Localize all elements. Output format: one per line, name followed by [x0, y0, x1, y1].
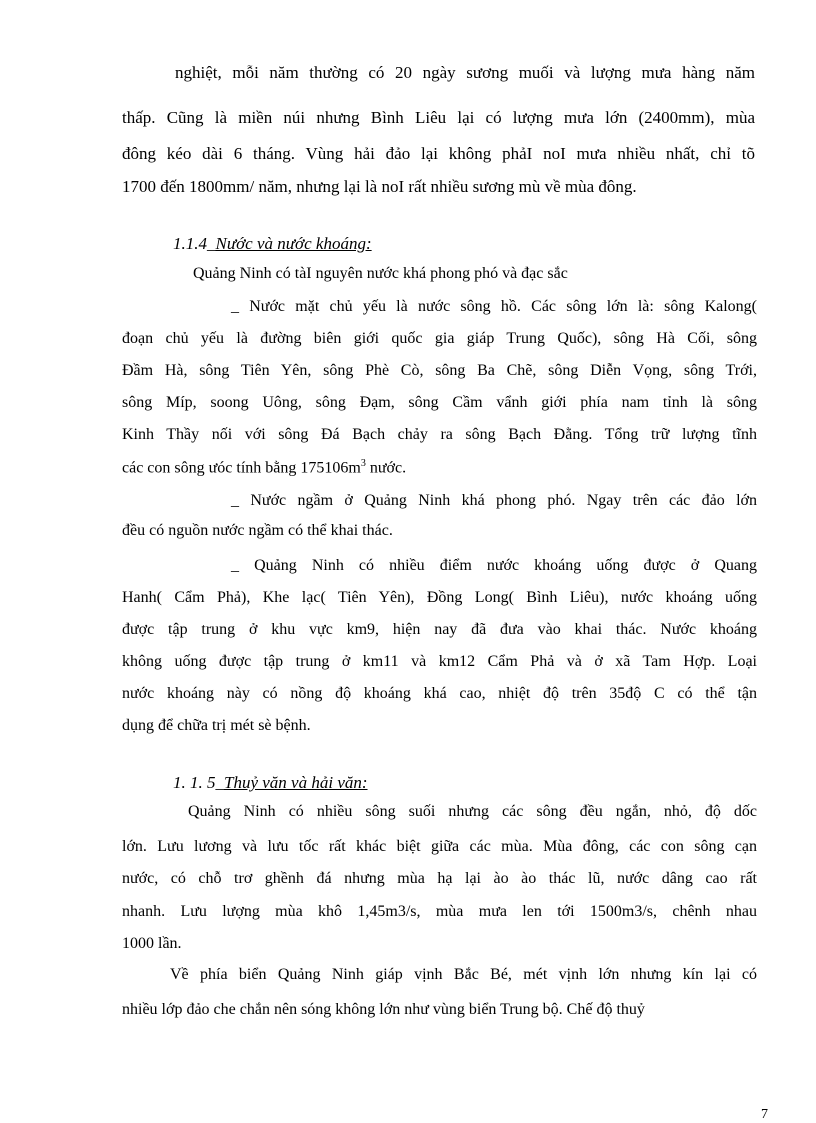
mineral-water-line-1: _ Quảng Ninh có nhiều điểm nước khoáng uống được ở Quang	[231, 557, 757, 574]
section-heading-114	[173, 234, 372, 254]
intro-line-4: 1700 đến 1800mm/ năm, nhưng lại là noI rất nhiều sương mù về mùa đông.	[122, 177, 637, 196]
surface-water-end: nước.	[365, 459, 407, 477]
mineral-water-line-4: không uống được tập trung ở km11 và km12 Cẩm Phả và ở xã Tam Hợp. Loại	[122, 653, 757, 670]
hydrology-line-4: nhanh. Lưu lượng mùa khô 1,45m3/s, mùa mưa len tới 1500m3/s, chênh nhau	[122, 903, 757, 920]
ground-water-line-1: _ Nước ngầm ở Quảng Ninh khá phong phó. Ngay trên các đảo lớn	[231, 492, 757, 509]
hydrology-line-3: nước, có chỗ trơ ghềnh đá nhưng mùa hạ lại ào ào thác lũ, nước dâng cao rất	[122, 870, 757, 887]
section-number: 1. 1. 5_	[173, 773, 224, 792]
surface-water-line-2: đoạn chủ yếu là đường biên giới quốc gia giáp Trung Quốc), sông Hà Cối, sông	[122, 330, 757, 347]
section-heading-115	[173, 773, 368, 793]
superscript-3: 3	[360, 458, 366, 469]
surface-water-line-3: Đầm Hà, sông Tiên Yên, sông Phè Cò, sông Ba Chẽ, sông Diễn Vọng, sông Trới,	[122, 362, 757, 379]
intro-line-2: thấp. Cũng là miền núi nhưng Bình Liêu lại có lượng mưa lớn (2400mm), mùa	[122, 108, 755, 127]
hydrology-line-5: 1000 lần.	[122, 935, 182, 952]
page-number: 7	[761, 1107, 768, 1122]
hydrology-line-2: lớn. Lưu lương và lưu tốc rất khác biệt giữa các mùa. Mùa đông, các con sông cạn	[122, 838, 757, 855]
section-title: Nước và nước khoáng:	[215, 234, 372, 253]
section-title: Thuỷ văn và hải văn:	[224, 773, 368, 792]
mineral-water-line-6: dụng để chữa trị mét sè bệnh.	[122, 717, 311, 734]
oceanography-line-1: Về phía biển Quảng Ninh giáp vịnh Bắc Bé, mét vịnh lớn nhưng kín lại có	[170, 966, 757, 983]
ground-water-line-2: đều có nguồn nước ngầm có thể khai thác.	[122, 522, 393, 539]
oceanography-line-2: nhiều lớp đảo che chắn nên sóng không lớn như vùng biển Trung bộ. Chế độ thuỷ	[122, 1001, 645, 1018]
surface-water-line-5: Kinh Thầy nối với sông Đá Bạch chảy ra sông Bạch Đằng. Tổng trữ lượng tĩnh	[122, 426, 757, 443]
surface-water-line-1: _ Nước mặt chủ yếu là nước sông hồ. Các sông lớn là: sông Kalong(	[231, 298, 757, 315]
surface-water-last: các con sông ưóc tính bằng 175106m	[122, 459, 361, 477]
intro-line-1: nghiệt, mỗi năm thường có 20 ngày sương muối và lượng mưa hàng năm	[175, 63, 755, 82]
surface-water-line-4: sông Míp, soong Uông, sông Đạm, sông Cầm vẩnh giới phía nam tỉnh là sông	[122, 394, 757, 411]
section-number: 1.1.4_	[173, 234, 216, 253]
mineral-water-line-5: nước khoáng này có nồng độ khoáng khá cao, nhiệt độ trên 35độ C có thể tận	[122, 685, 757, 702]
intro-line-3: đông kéo dài 6 tháng. Vùng hải đảo lại không phảI noI mưa nhiều nhất, chỉ tõ	[122, 144, 755, 163]
surface-water-line-6	[122, 458, 406, 477]
hydrology-line-1: Quảng Ninh có nhiều sông suối nhưng các sông đều ngắn, nhỏ, độ dốc	[188, 803, 757, 820]
section-114-intro: Quảng Ninh có tàI nguyên nước khá phong phó và đạc sắc	[193, 265, 568, 282]
mineral-water-line-3: được tập trung ở khu vực km9, hiện nay đã đưa vào khai thác. Nước khoáng	[122, 621, 757, 638]
mineral-water-line-2: Hanh( Cẩm Phả), Khe lạc( Tiên Yên), Đồng Long( Bình Liêu), nước khoáng uống	[122, 589, 757, 606]
